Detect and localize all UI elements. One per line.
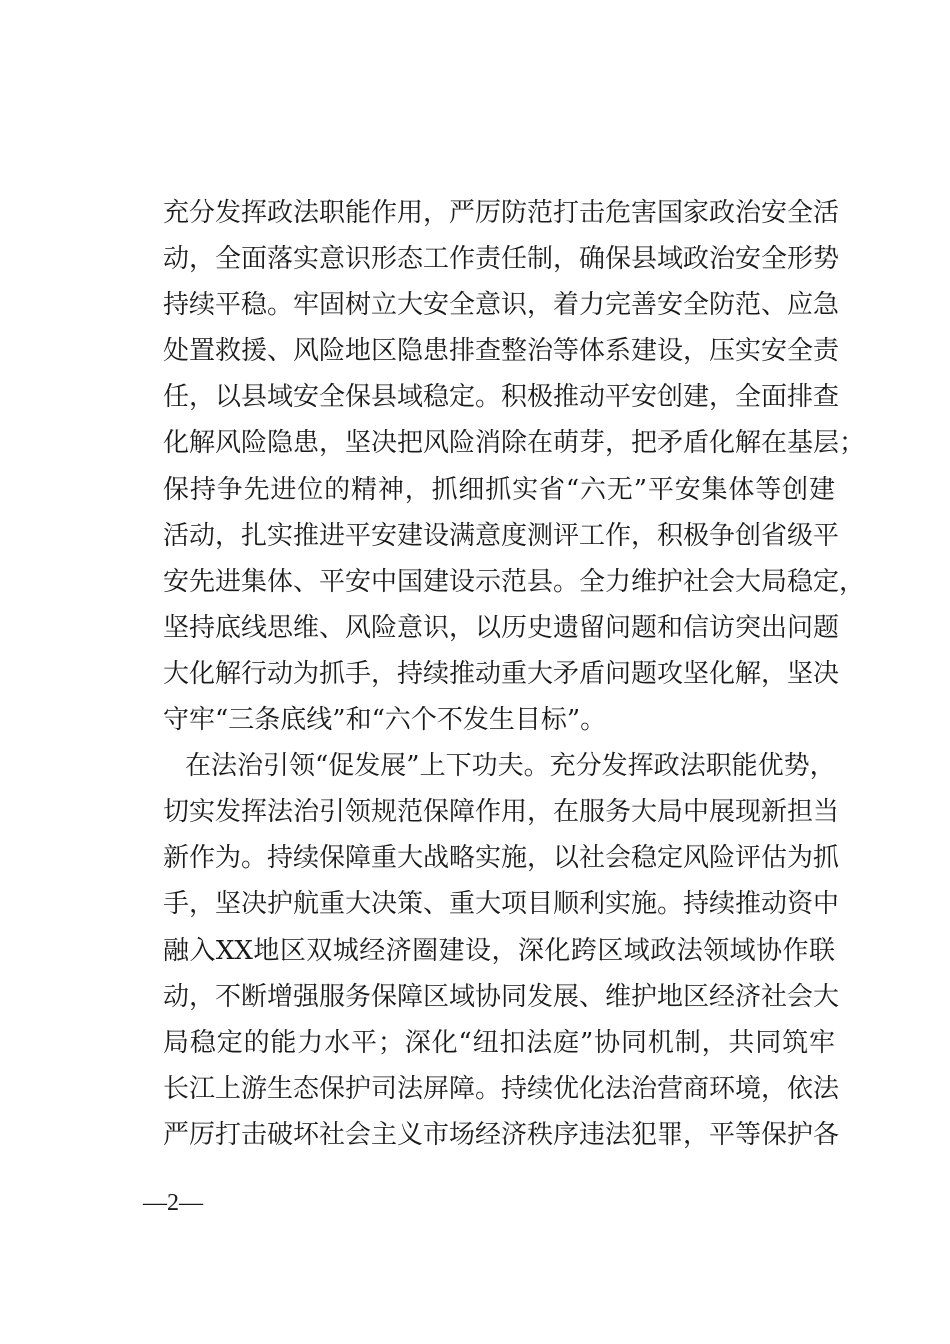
- text-line: 动，全面落实意识形态工作责任制，确保县域政治安全形势: [163, 244, 840, 275]
- page-number: —2—: [143, 1190, 203, 1216]
- text-line: 处置救援、风险地区隐患排查整治等体系建设，压实安全责: [163, 336, 840, 367]
- text-line: 融入XX地区双城经济圈建设，深化跨区域政法领域协作联: [163, 935, 835, 966]
- text-line: 手，坚决护航重大决策、重大项目顺利实施。持续推动资中: [163, 889, 840, 920]
- text-line: 局稳定的能力水平；深化“纽扣法庭”协同机制，共同筑牢: [163, 1027, 835, 1058]
- text-line: 充分发挥政法职能作用，严厉防范打击危害国家政治安全活: [163, 198, 840, 228]
- text-line: 保持争先进位的精神，抓细抓实省“六无”平安集体等创建: [163, 474, 835, 505]
- text-line: 切实发挥法治引领规范保障作用，在服务大局中展现新担当: [163, 797, 840, 828]
- text-line: 化解风险隐患，坚决把风险消除在萌芽，把矛盾化解在基层；: [163, 428, 866, 459]
- text-line: 活动，扎实推进平安建设满意度测评工作，积极争创省级平: [163, 520, 840, 551]
- paragraph-1: [163, 190, 866, 743]
- text-line: 安先进集体、平安中国建设示范县。全力维护社会大局稳定，: [163, 566, 866, 597]
- text-line: 新作为。持续保障重大战略实施，以社会稳定风险评估为抓: [163, 843, 840, 874]
- text-line: 动，不断增强服务保障区域协同发展、维护地区经济社会大: [163, 981, 840, 1012]
- text-line: 大化解行动为抓手，持续推动重大矛盾问题攻坚化解，坚决: [163, 658, 840, 689]
- text-line: 任，以县域安全保县域稳定。积极推动平安创建，全面排查: [163, 382, 840, 413]
- text-line: 守牢“三条底线”和“六个不发生目标”。: [163, 705, 607, 736]
- text-line: 持续平稳。牢固树立大安全意识，着力完善安全防范、应急: [163, 290, 840, 321]
- text-line: 长江上游生态保护司法屏障。持续优化法治营商环境，依法: [163, 1073, 840, 1104]
- text-line: 在法治引领“促发展”上下功夫。充分发挥政法职能优势，: [185, 751, 836, 782]
- paragraph-2: [163, 743, 840, 1158]
- text-line: 坚持底线思维、风险意识，以历史遗留问题和信访突出问题: [163, 612, 840, 643]
- text-line: 严厉打击破坏社会主义市场经济秩序违法犯罪，平等保护各: [163, 1119, 840, 1150]
- body-text: [163, 190, 866, 1158]
